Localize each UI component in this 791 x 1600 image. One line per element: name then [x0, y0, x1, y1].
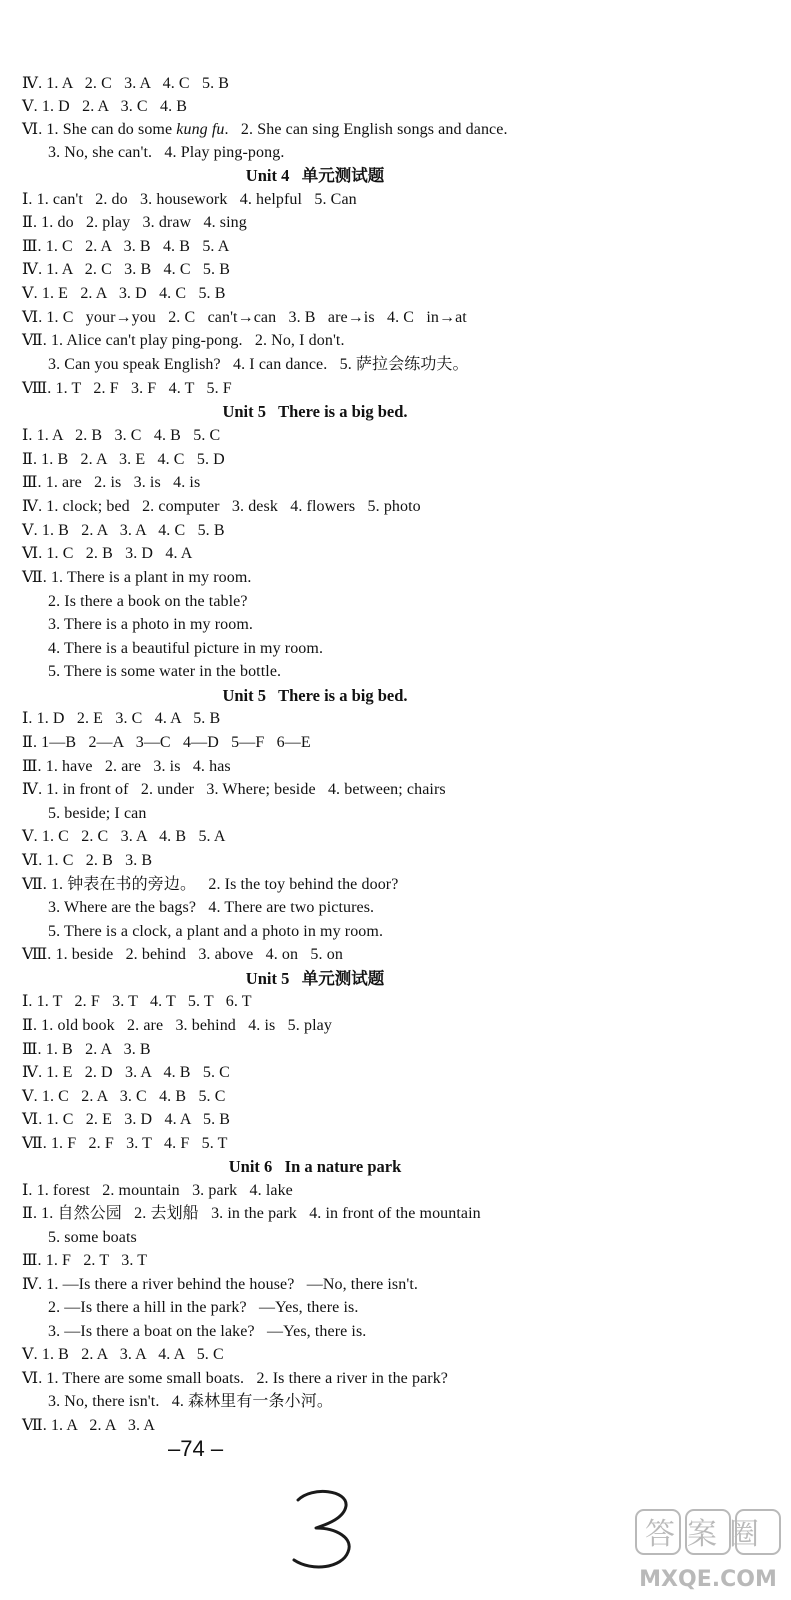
answer-line: Ⅴ. 1. C 2. A 3. C 4. B 5. C [22, 1088, 226, 1105]
answer-line: Ⅲ. 1. C 2. A 3. B 4. B 5. A [22, 238, 230, 255]
section-heading: Unit 5 单元测试题 [245, 969, 385, 988]
answer-line: Ⅵ. 1. C 2. E 3. D 4. A 5. B [22, 1111, 231, 1128]
answer-line: 3. No, there isn't. 4. 森林里有一条小河。 [48, 1393, 333, 1410]
answer-line: Ⅳ. 1. A 2. C 3. B 4. C 5. B [22, 261, 230, 278]
answer-line: Ⅴ. 1. C 2. C 3. A 4. B 5. A [22, 828, 226, 845]
answer-line: Ⅱ. 1—B 2—A 3—C 4—D 5—F 6—E [22, 734, 311, 751]
answer-line: Ⅷ. 1. beside 2. behind 3. above 4. on 5. on [22, 946, 343, 963]
answer-line: 5. There is a clock, a plant and a photo in my room. [48, 923, 384, 940]
answer-line: Ⅰ. 1. can't 2. do 3. housework 4. helpful 5. Can [22, 191, 357, 208]
answer-line: Ⅰ. 1. forest 2. mountain 3. park 4. lake [22, 1182, 293, 1199]
answer-line: Ⅰ. 1. T 2. F 3. T 4. T 5. T 6. T [22, 993, 252, 1010]
answer-line: Ⅳ. 1. —Is there a river behind the house? —No, there isn't. [22, 1276, 418, 1293]
section-heading: Unit 5 There is a big bed. [222, 402, 408, 421]
handwritten-mark-3 [290, 1488, 370, 1574]
answer-line: Ⅲ. 1. F 2. T 3. T [22, 1252, 148, 1269]
answer-line: 5. beside; I can [48, 805, 147, 822]
answer-line: 3. Where are the bags? 4. There are two pictures. [48, 899, 375, 916]
answer-line: 3. There is a photo in my room. [48, 616, 253, 633]
answer-line: Ⅶ. 1. There is a plant in my room. [22, 569, 252, 586]
answer-line: Ⅲ. 1. have 2. are 3. is 4. has [22, 758, 231, 775]
answer-line: Ⅶ. 1. Alice can't play ping-pong. 2. No, I don't. [22, 332, 345, 349]
answer-line: Ⅳ. 1. clock; bed 2. computer 3. desk 4. flowers 5. photo [22, 498, 421, 515]
section-heading: Unit 5 There is a big bed. [222, 686, 408, 705]
answer-line: Ⅵ. 1. C 2. B 3. B [22, 852, 153, 869]
answer-line: Ⅰ. 1. A 2. B 3. C 4. B 5. C [22, 427, 221, 444]
answer-line: Ⅱ. 1. old book 2. are 3. behind 4. is 5. play [22, 1017, 332, 1034]
answer-line: Ⅰ. 1. D 2. E 3. C 4. A 5. B [22, 710, 221, 727]
answer-line: 5. There is some water in the bottle. [48, 663, 282, 680]
answer-line: 3. No, she can't. 4. Play ping-pong. [48, 144, 285, 161]
answer-line: 2. —Is there a hill in the park? —Yes, there is. [48, 1299, 359, 1316]
svg-text:MXQE.COM: MXQE.COM [639, 1567, 777, 1592]
answer-line: Ⅵ. 1. C 2. B 3. D 4. A [22, 545, 193, 562]
answer-line: Ⅱ. 1. B 2. A 3. E 4. C 5. D [22, 451, 225, 468]
svg-text:答案圈: 答案圈 [645, 1517, 771, 1552]
page-number: –74 – [168, 1436, 224, 1461]
answer-line: Ⅶ. 1. A 2. A 3. A [22, 1417, 155, 1434]
answer-line: Ⅷ. 1. T 2. F 3. F 4. T 5. F [22, 380, 232, 397]
answer-line: Ⅵ. 1. There are some small boats. 2. Is there a river in the park? [22, 1370, 449, 1387]
answer-line: Ⅵ. 1. C your→you 2. C can't→can 3. B are→is 4. C in→at [22, 309, 467, 326]
answer-line: Ⅱ. 1. 自然公园 2. 去划船 3. in the park 4. in front of the mountain [22, 1205, 481, 1222]
answer-line: 5. some boats [48, 1229, 137, 1246]
answer-line: Ⅴ. 1. D 2. A 3. C 4. B [22, 98, 188, 115]
answer-line: Ⅴ. 1. B 2. A 3. A 4. C 5. B [22, 522, 225, 539]
answer-line: Ⅱ. 1. do 2. play 3. draw 4. sing [22, 214, 247, 231]
watermark-logo [628, 1504, 788, 1598]
answer-line: Ⅲ. 1. B 2. A 3. B [22, 1041, 151, 1058]
answer-line: Ⅳ. 1. E 2. D 3. A 4. B 5. C [22, 1064, 230, 1081]
answer-line: 2. Is there a book on the table? [48, 593, 248, 610]
section-heading: Unit 4 单元测试题 [245, 166, 385, 185]
answer-line: Ⅳ. 1. in front of 2. under 3. Where; beside 4. between; chairs [22, 781, 446, 798]
answer-line: 3. —Is there a boat on the lake? —Yes, there is. [48, 1323, 367, 1340]
answer-line: Ⅶ. 1. F 2. F 3. T 4. F 5. T [22, 1135, 228, 1152]
answer-line: Ⅵ. 1. She can do some kung fu. 2. She can sing English songs and dance. [22, 121, 508, 138]
answer-line: 3. Can you speak English? 4. I can dance. 5. 萨拉会练功夫。 [48, 356, 469, 373]
answer-line: 4. There is a beautiful picture in my room. [48, 640, 324, 657]
answer-line: Ⅴ. 1. E 2. A 3. D 4. C 5. B [22, 285, 226, 302]
answer-line: Ⅶ. 1. 钟表在书的旁边。 2. Is the toy behind the door? [22, 876, 399, 893]
section-heading: Unit 6 In a nature park [228, 1157, 402, 1176]
answer-line: Ⅴ. 1. B 2. A 3. A 4. A 5. C [22, 1346, 224, 1363]
answer-line: Ⅲ. 1. are 2. is 3. is 4. is [22, 474, 201, 491]
answer-line: Ⅳ. 1. A 2. C 3. A 4. C 5. B [22, 75, 230, 92]
